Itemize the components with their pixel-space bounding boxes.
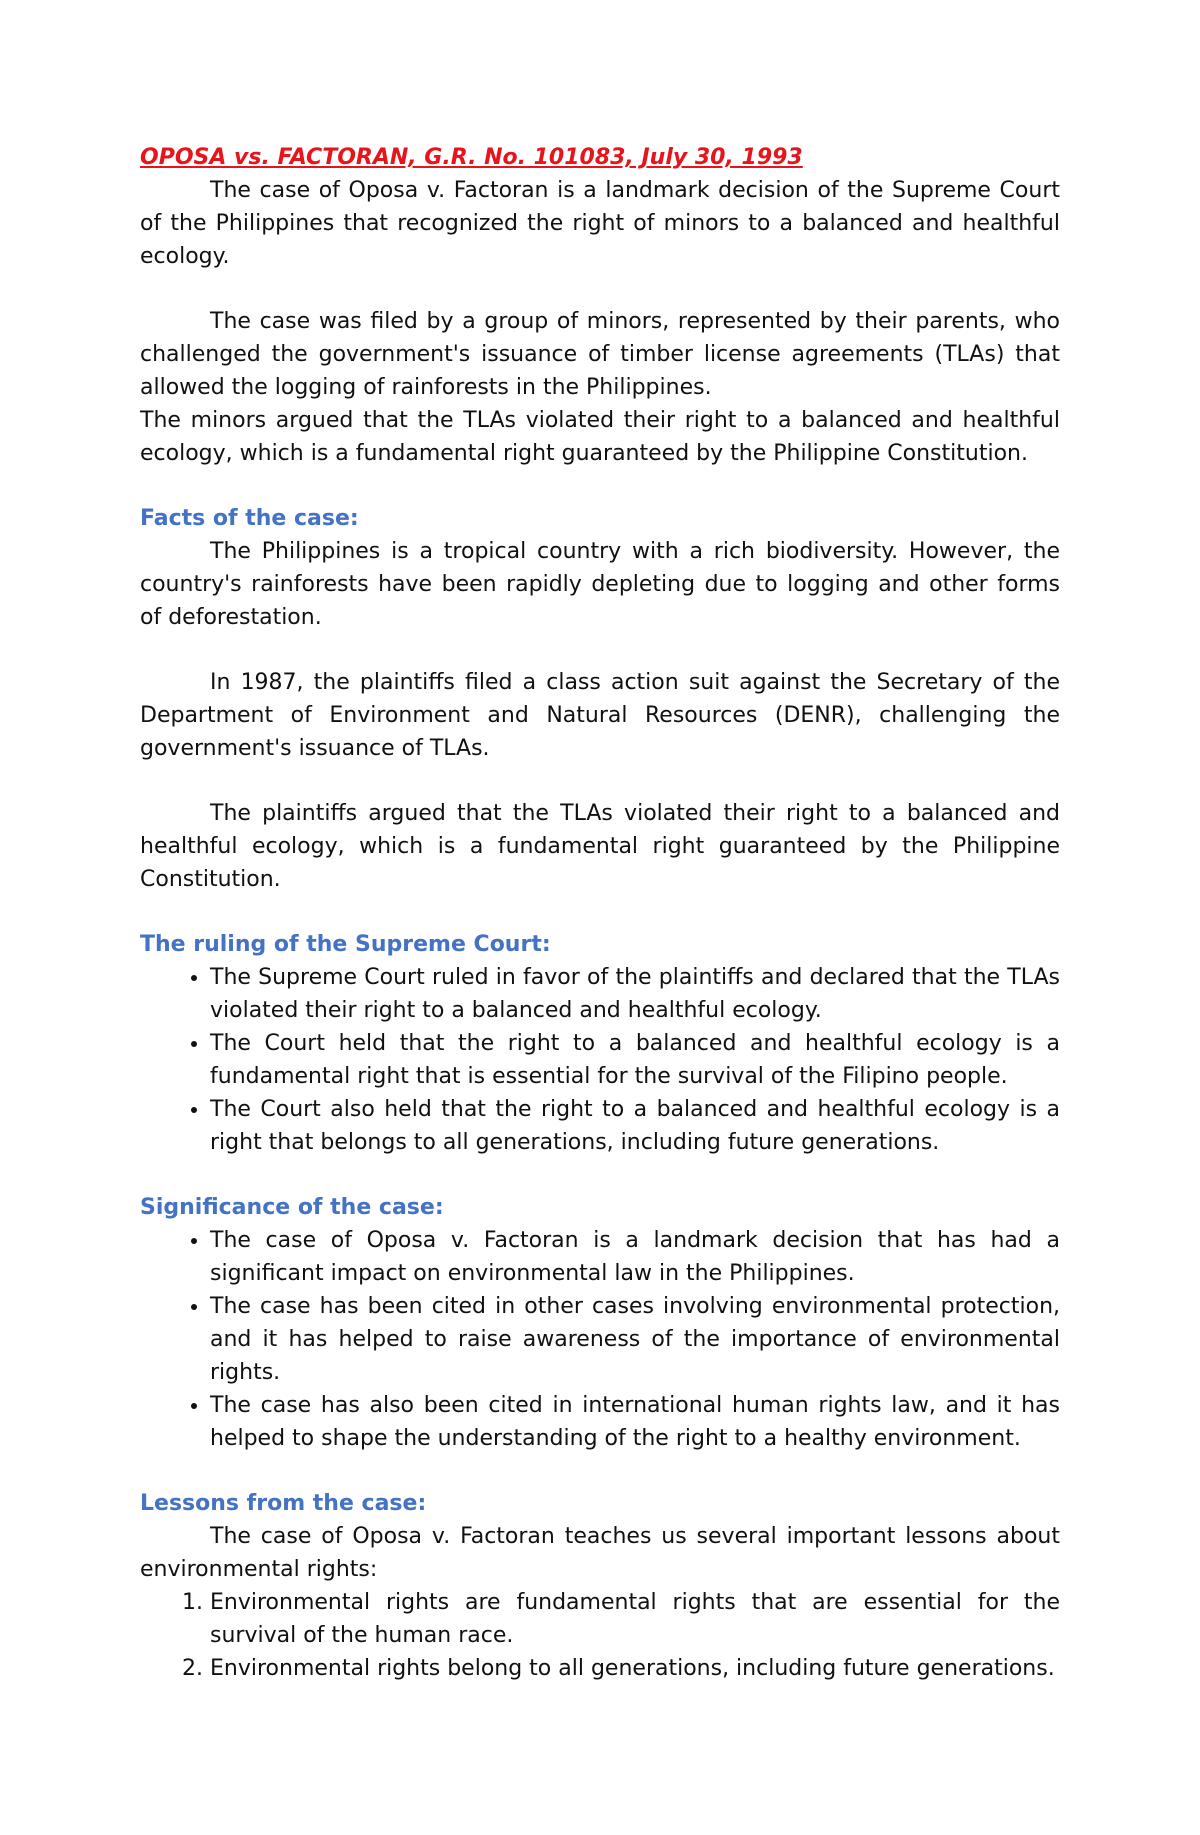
list-item: 1. Environmental rights are fundamental rights that are essential for the survival of the human race. [210,1586,1060,1652]
list-item: 2. Environmental rights belong to all generations, including future generations. [210,1652,1060,1685]
lessons-heading: Lessons from the case: [140,1491,427,1516]
list-item: • The Supreme Court ruled in favor of the plaintiffs and declared that the TLAs violated their right to a balanced and healthful ecology. [210,961,1060,1027]
significance-list [140,1224,1060,1455]
facts-heading: Facts of the case: [140,506,359,531]
intro-paragraph: The case of Oposa v. Factoran is a landmark decision of the Supreme Court of the Philippines that recognized the right of minors to a balanced and healthful ecology. [140,178,1060,269]
list-item: • The case of Oposa v. Factoran is a landmark decision that has had a significant impact on environmental law in the Philippines. [210,1224,1060,1290]
intro-paragraph: The minors argued that the TLAs violated their right to a balanced and healthful ecology, which is a fundamental right guaranteed by the Philippine Constitution. [140,408,1060,466]
list-item: • The Court held that the right to a balanced and healthful ecology is a fundamental right that is essential for the survival of the Filipino people. [210,1027,1060,1093]
list-item: • The Court also held that the right to a balanced and healthful ecology is a right that belongs to all generations, including future generations. [210,1093,1060,1159]
ruling-heading: The ruling of the Supreme Court: [140,932,551,957]
document-title: OPOSA vs. FACTORAN, G.R. No. 101083, July 30, 1993 [140,145,803,170]
ruling-list [140,961,1060,1159]
lessons-list [140,1586,1060,1685]
list-item: • The case has been cited in other cases involving environmental protection, and it has helped to raise awareness of the importance of environmental rights. [210,1290,1060,1389]
lessons-intro: The case of Oposa v. Factoran teaches us several important lessons about environmental rights: [140,1524,1060,1582]
list-item: • The case has also been cited in international human rights law, and it has helped to shape the understanding of the right to a healthy environment. [210,1389,1060,1455]
facts-paragraph: In 1987, the plaintiffs filed a class action suit against the Secretary of the Department of Environment and Natural Resources (DENR), challenging the government's issuance of TLAs. [140,670,1060,761]
facts-paragraph: The Philippines is a tropical country with a rich biodiversity. However, the country's rainforests have been rapidly depleting due to logging and other forms of deforestation. [140,539,1060,630]
facts-paragraph: The plaintiffs argued that the TLAs violated their right to a balanced and healthful ecology, which is a fundamental right guaranteed by the Philippine Constitution. [140,801,1060,892]
significance-heading: Significance of the case: [140,1195,444,1220]
intro-paragraph: The case was filed by a group of minors, represented by their parents, who challenged the government's issuance of timber license agreements (TLAs) that allowed the logging of rainforests in the Philippines. [140,309,1060,400]
